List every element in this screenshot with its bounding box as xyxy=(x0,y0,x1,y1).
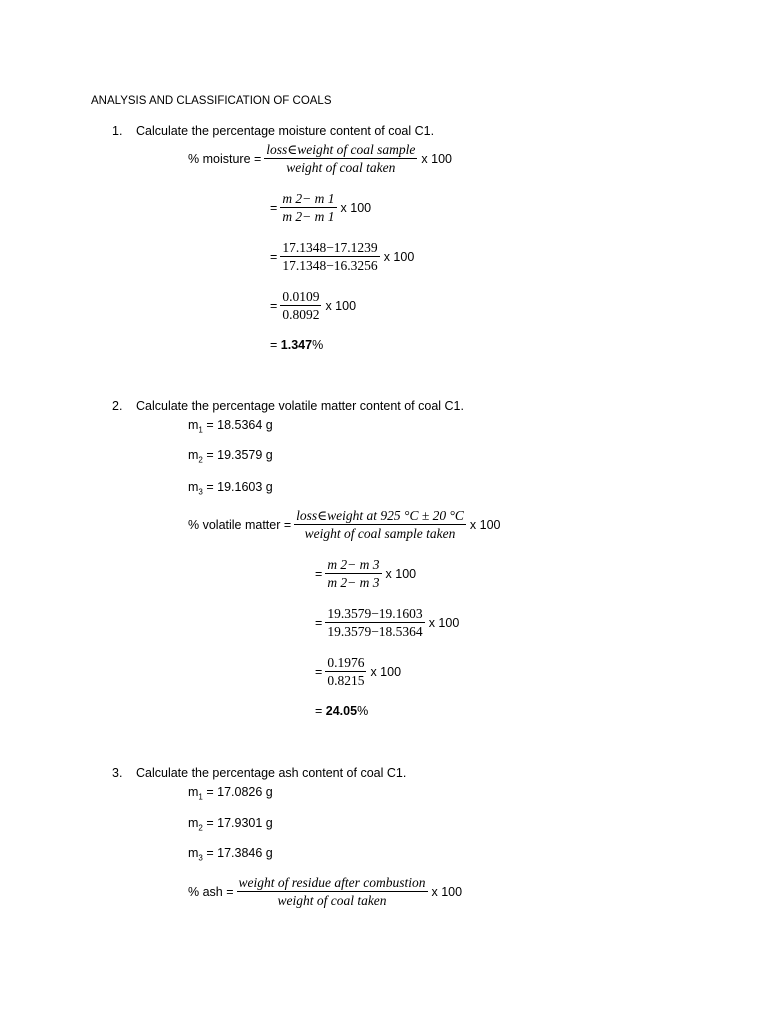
multiplier: x 100 xyxy=(428,615,460,630)
q2-volatile-formula xyxy=(188,507,500,542)
fraction-denominator: 0.8215 xyxy=(327,673,365,688)
multiplier: x 100 xyxy=(431,884,463,899)
mass-value: = 19.3579 g xyxy=(202,448,273,462)
equation-lhs: % ash = xyxy=(188,884,234,899)
fraction xyxy=(264,141,417,176)
fraction-numerator: 0.1976 xyxy=(327,655,365,670)
mass-subscript: 2 xyxy=(198,455,203,465)
mass-subscript: 1 xyxy=(198,792,203,802)
question-1 xyxy=(112,124,612,140)
fraction-numerator: weight of residue after combustion xyxy=(238,875,426,890)
q1-step-simplified xyxy=(270,288,356,323)
fraction xyxy=(237,874,428,909)
mass-subscript: 1 xyxy=(198,425,203,435)
mass-value: = 19.1603 g xyxy=(202,480,273,494)
result-prefix: = xyxy=(270,338,281,352)
mass-m1 xyxy=(188,418,273,435)
fraction-numerator: m 2− m 3 xyxy=(327,557,380,572)
equation-lhs: % moisture = xyxy=(188,151,262,166)
multiplier: x 100 xyxy=(421,151,453,166)
mass-value: = 17.9301 g xyxy=(202,816,273,830)
fraction-denominator: weight of coal taken xyxy=(286,160,396,175)
multiplier: x 100 xyxy=(340,200,372,215)
fraction-denominator: 19.3579−18.5364 xyxy=(327,624,423,639)
fraction-denominator: 0.8092 xyxy=(282,307,320,322)
fraction xyxy=(325,556,381,591)
mass-value: = 17.3846 g xyxy=(202,846,273,860)
multiplier: x 100 xyxy=(469,517,501,532)
multiplier: x 100 xyxy=(383,249,415,264)
question-3 xyxy=(112,766,612,782)
fraction xyxy=(325,654,366,689)
result-prefix: = xyxy=(315,704,326,718)
fraction xyxy=(294,507,466,542)
result-value: 24.05 xyxy=(325,704,358,718)
fraction-numerator: loss∈weight of coal sample xyxy=(266,142,416,157)
multiplier: x 100 xyxy=(370,664,402,679)
equation-lhs: % volatile matter = xyxy=(188,517,292,532)
mass-subscript: 3 xyxy=(198,487,203,497)
fraction-denominator: weight of coal taken xyxy=(277,893,387,908)
result-unit: % xyxy=(312,338,324,352)
fraction-denominator: weight of coal sample taken xyxy=(304,526,456,541)
multiplier: x 100 xyxy=(385,566,417,581)
fraction-denominator: 17.1348−16.3256 xyxy=(282,258,378,273)
equals-sign: = xyxy=(270,298,278,313)
question-number: 3. xyxy=(112,766,123,780)
equals-sign: = xyxy=(315,615,323,630)
q1-result xyxy=(270,338,323,352)
fraction xyxy=(280,288,321,323)
mass-value: = 18.5364 g xyxy=(202,418,273,432)
q2-step-simplified xyxy=(315,654,401,689)
mass-m3 xyxy=(188,480,273,497)
mass-subscript: 2 xyxy=(198,823,203,833)
mass-symbol: m xyxy=(188,480,199,494)
mass-symbol: m xyxy=(188,418,199,432)
q1-moisture-formula xyxy=(188,141,452,176)
q3-ash-formula xyxy=(188,874,462,909)
mass-symbol: m xyxy=(188,846,199,860)
q1-step-symbolic xyxy=(270,190,371,225)
result-unit: % xyxy=(357,704,369,718)
equals-sign: = xyxy=(270,200,278,215)
fraction xyxy=(280,239,379,274)
mass-subscript: 3 xyxy=(198,853,203,863)
mass-value: = 17.0826 g xyxy=(202,785,273,799)
q2-step-symbolic xyxy=(315,556,416,591)
question-number: 2. xyxy=(112,399,123,413)
multiplier: x 100 xyxy=(325,298,357,313)
mass-symbol: m xyxy=(188,816,199,830)
fraction-numerator: 19.3579−19.1603 xyxy=(327,606,423,621)
q2-step-substituted xyxy=(315,605,459,640)
fraction-numerator: 17.1348−17.1239 xyxy=(282,240,378,255)
fraction-numerator: loss∈weight at 925 °C ± 20 °C xyxy=(296,508,464,523)
fraction-denominator: m 2− m 1 xyxy=(282,209,335,224)
q2-result xyxy=(315,704,368,718)
fraction xyxy=(280,190,336,225)
fraction-numerator: m 2− m 1 xyxy=(282,191,335,206)
question-text: Calculate the percentage volatile matter content of coal C1. xyxy=(136,399,464,413)
mass-m3 xyxy=(188,846,273,863)
question-2 xyxy=(112,399,632,415)
equals-sign: = xyxy=(315,566,323,581)
mass-symbol: m xyxy=(188,448,199,462)
q1-step-substituted xyxy=(270,239,414,274)
equals-sign: = xyxy=(315,664,323,679)
mass-m1 xyxy=(188,785,273,802)
fraction xyxy=(325,605,424,640)
equals-sign: = xyxy=(270,249,278,264)
question-text: Calculate the percentage ash content of coal C1. xyxy=(136,766,407,780)
fraction-numerator: 0.0109 xyxy=(282,289,320,304)
page-heading: ANALYSIS AND CLASSIFICATION OF COALS xyxy=(91,95,332,107)
fraction-denominator: m 2− m 3 xyxy=(327,575,380,590)
question-text: Calculate the percentage moisture content of coal C1. xyxy=(136,124,435,138)
mass-m2 xyxy=(188,816,273,833)
mass-m2 xyxy=(188,448,273,465)
question-number: 1. xyxy=(112,124,123,138)
mass-symbol: m xyxy=(188,785,199,799)
result-value: 1.347 xyxy=(280,338,313,352)
